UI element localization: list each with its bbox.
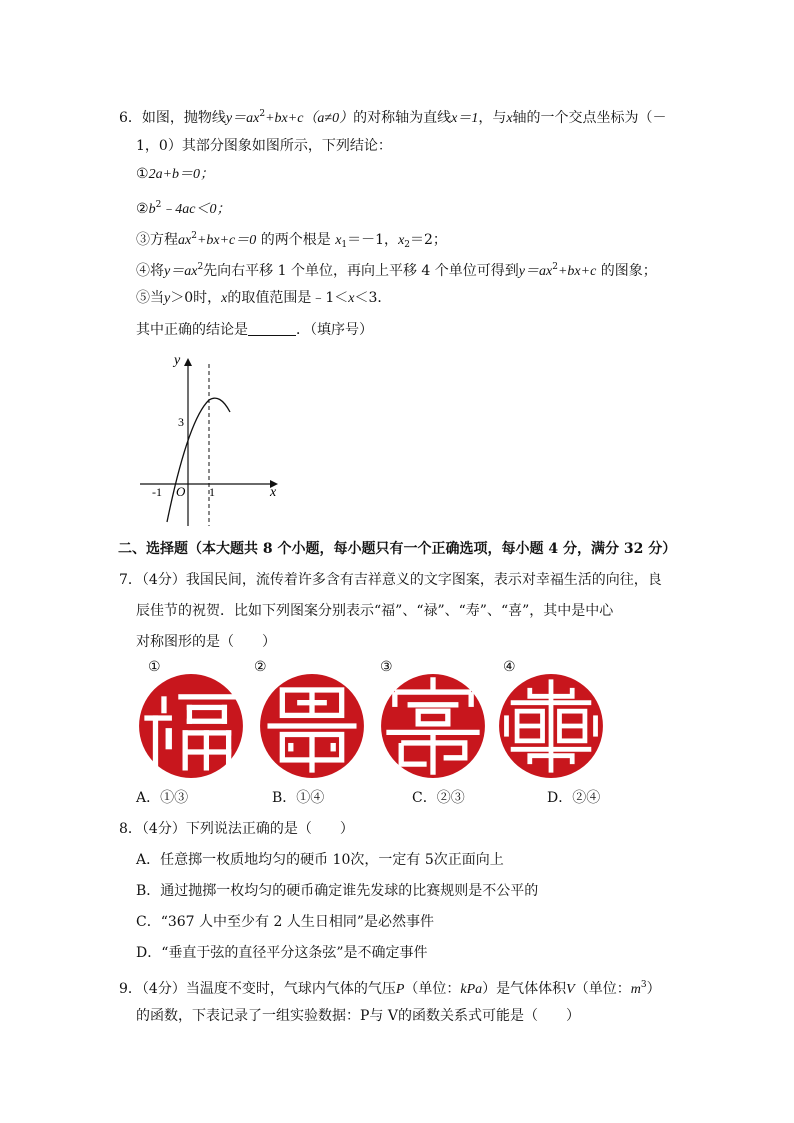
q6-question: 其中正确的结论是 ．（填序号） (136, 322, 373, 338)
xi-seal-image (498, 673, 604, 779)
q6-statement-3: ③方程$ax^2+bx+c=0$ 的两个根是 $x_1=-1$，$x_2=2$； (136, 231, 447, 250)
lu-seal-image (259, 673, 365, 779)
section-2-heading: 二、选择题（本大题共 8 个小题，每小题只有一个正确选项，每小题 4 分，满分 32 分） (118, 541, 677, 557)
q7-option-b[interactable]: B．①④ (272, 790, 325, 806)
q6-statement-4: ④将$y=ax^2$先向右平移 1 个单位，再向上平移 4 个单位可得到$y=ax^2+bx+c$ 的图象； (136, 262, 657, 279)
fu-seal-image (138, 673, 244, 779)
q7-line1: 7．（4分）我国民间，流传着许多含有吉祥意义的文字图案，表示对幸福生活的向往，良 (119, 572, 662, 588)
q7-line2: 辰佳节的祝贺．比如下列图案分别表示“福”、“禄”、“寿”、“喜”，其中是中心 (136, 603, 614, 619)
q7-option-a[interactable]: A．①③ (136, 790, 189, 806)
q8-stem: 8．（4分）下列说法正确的是（ ） (119, 821, 354, 837)
parabola-curve (167, 398, 230, 522)
seal-label-1: ① (148, 659, 161, 675)
tick-label-1: 1 (209, 485, 215, 499)
q7-line3: 对称图形的是（ ） (136, 634, 276, 650)
answer-blank (248, 321, 296, 336)
seal-label-3: ③ (380, 659, 393, 675)
q8-option-b[interactable]: B．通过抛掷一枚均匀的硬币确定谁先发球的比赛规则是不公平的 (136, 883, 539, 899)
y-axis-arrow (184, 358, 192, 366)
q9-line2: 的函数，下表记录了一组实验数据：P与 V的函数关系式可能是（ ） (136, 1008, 580, 1024)
q8-option-c[interactable]: C．“367 人中至少有 2 人生日相同”是必然事件 (136, 914, 435, 930)
tick-label-3: 3 (178, 415, 184, 429)
tick-label-neg1: -1 (152, 485, 162, 499)
q8-option-a[interactable]: A．任意掷一枚质地均匀的硬币 10次，一定有 5次正面向上 (136, 852, 504, 868)
q7-option-d[interactable]: D．②④ (547, 790, 601, 806)
q8-option-d[interactable]: D．“垂直于弦的直径平分这条弦”是不确定事件 (136, 945, 428, 961)
parabola-graph (140, 350, 290, 530)
q6-statement-5: ⑤当y＞0时，x的取值范围是﹣1＜x＜3． (136, 290, 392, 306)
q9-line1: 9．（4分）当温度不变时，气球内气体的气压P（单位：kPa）是气体体积V（单位：$m^3$） (119, 980, 661, 997)
shou-seal-image (380, 673, 486, 779)
y-axis-label: y (174, 353, 181, 368)
seal-label-2: ② (254, 659, 267, 675)
q7-option-c[interactable]: C．②③ (412, 790, 465, 806)
seal-label-4: ④ (503, 659, 516, 675)
q6-line1: 6．如图，抛物线$y=ax^2+bx+c(a\ne 0)$的对称轴为直线x＝1，与x轴的一个交点坐标为（－ (119, 109, 667, 126)
q6-line2: 1，0）其部分图象如图所示，下列结论： (136, 138, 392, 154)
q6-statement-1: ①2a+b＝0； (136, 166, 215, 182)
q6-statement-2: $②b^2﹣4ac<0$； (136, 200, 231, 217)
origin-label: O (176, 484, 186, 499)
x-axis-label: x (270, 485, 277, 500)
